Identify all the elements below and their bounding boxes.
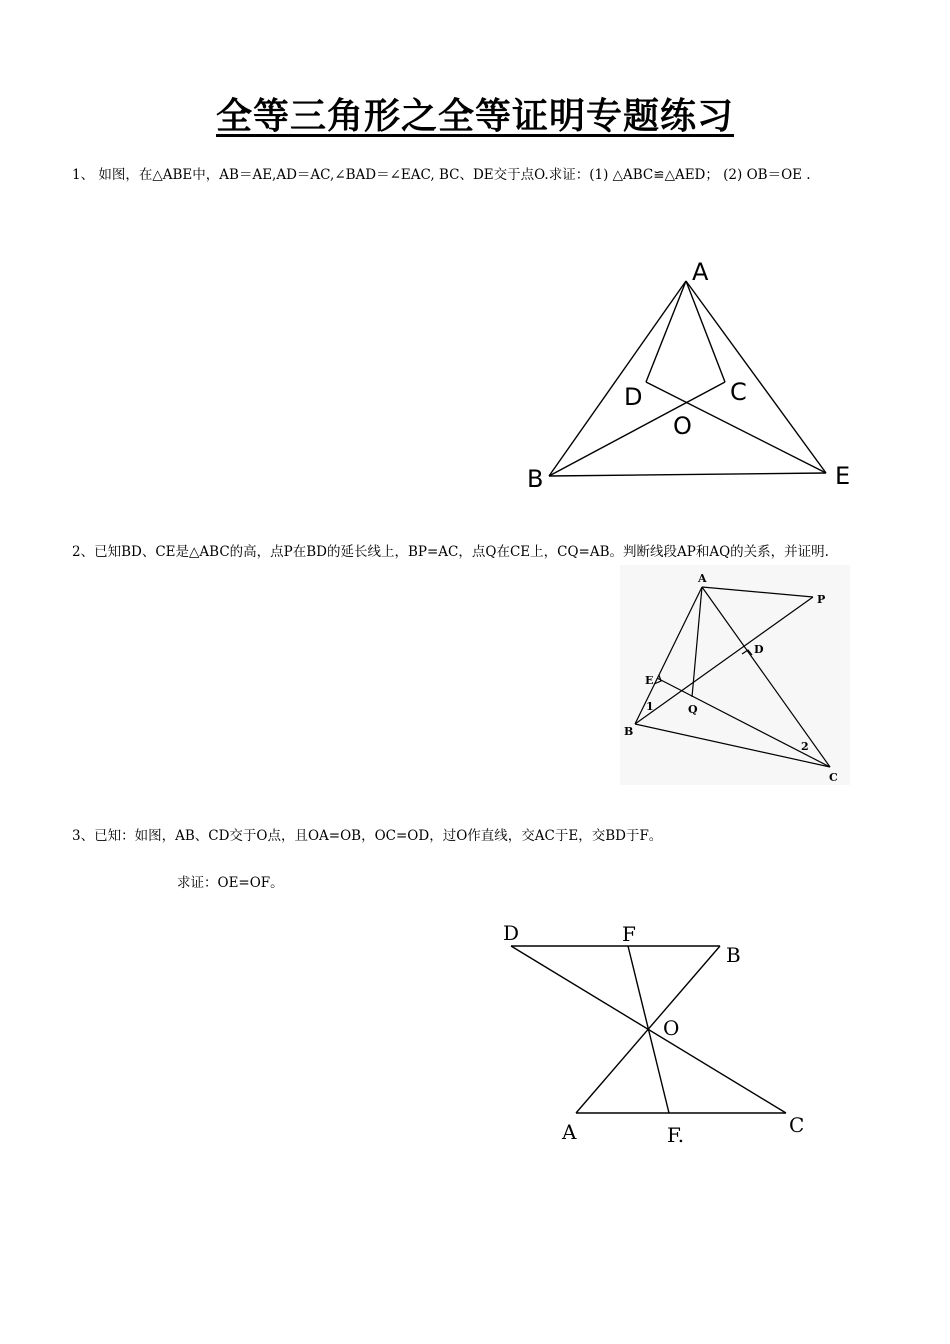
label-P: P <box>817 593 826 606</box>
label-E: E <box>645 674 654 687</box>
label-C: C <box>730 378 747 406</box>
label-C: C <box>789 1113 805 1137</box>
label-D: D <box>624 383 643 411</box>
label-D: D <box>503 921 520 945</box>
problem-2-figure <box>620 565 850 785</box>
label-angle-2: 2 <box>801 740 809 753</box>
label-E: E <box>835 462 851 490</box>
problem-3-subtext: 求证：OE=OF。 <box>177 875 284 891</box>
label-B: B <box>624 725 634 738</box>
label-B: B <box>726 943 741 967</box>
problem-3-figure <box>495 915 815 1150</box>
label-O: O <box>663 1016 680 1040</box>
problem-3-text: 3、已知：如图，AB、CD交于O点，且OA=OB，OC=OD，过O作直线，交AC于E，交BD于F。 <box>72 828 663 844</box>
label-O: O <box>673 412 692 440</box>
label-B: B <box>527 465 544 493</box>
label-A: A <box>698 572 707 585</box>
label-E: F. <box>667 1123 685 1147</box>
label-C: C <box>829 771 838 784</box>
page-title: 全等三角形之全等证明专题练习 <box>215 96 734 137</box>
label-Q: Q <box>688 703 698 716</box>
problem-1-figure <box>500 245 880 505</box>
problem-1-text: 1、 如图，在△ABE中，AB＝AE,AD＝AC,∠BAD＝∠EAC, BC、DE交于点O.求证：(1) △ABC≌△AED； (2) OB＝OE . <box>72 167 811 183</box>
label-F: F <box>622 922 636 946</box>
label-A: A <box>562 1120 577 1144</box>
problem-2-text: 2、已知BD、CE是△ABC的高，点P在BD的延长线上，BP=AC，点Q在CE上，CQ=AB。判断线段AP和AQ的关系，并证明. <box>72 544 829 560</box>
label-D: D <box>754 643 764 656</box>
label-A: A <box>692 258 709 286</box>
label-angle-1: 1 <box>646 700 654 713</box>
